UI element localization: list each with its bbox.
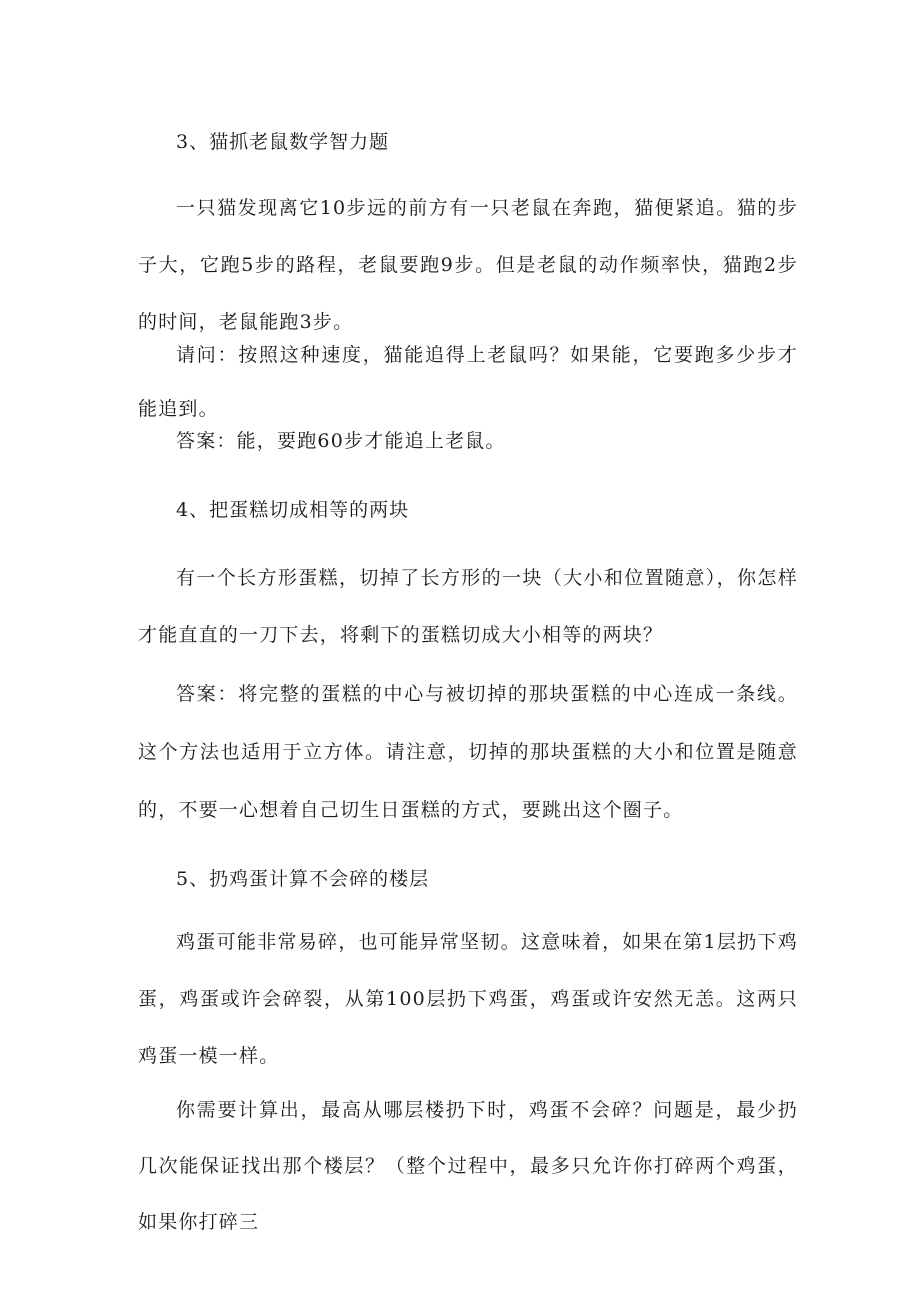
- paragraph-cake-answer: 答案：将完整的蛋糕的中心与被切掉的那块蛋糕的中心连成一条线。这个方法也适用于立方体。请注意，切掉的那块蛋糕的大小和位置是随意的，不要一心想着自己切生日蛋糕的方式，要跳出这个圈子。: [138, 683, 798, 821]
- heading-cake-cutting-puzzle: 4、把蛋糕切成相等的两块: [176, 499, 410, 521]
- paragraph-cake-problem: 有一个长方形蛋糕，切掉了长方形的一块（大小和位置随意），你怎样才能直直的一刀下去，将剩下的蛋糕切成大小相等的两块？: [138, 567, 798, 646]
- heading-egg-drop-puzzle: 5、扔鸡蛋计算不会碎的楼层: [176, 868, 430, 890]
- paragraph-cat-mouse-problem: 一只猫发现离它10步远的前方有一只老鼠在奔跑，猫便紧追。猫的步子大，它跑5步的路程，老鼠要跑9步。但是老鼠的动作频率快，猫跑2步的时间，老鼠能跑3步。: [138, 197, 798, 333]
- paragraph-egg-question: 你需要计算出，最高从哪层楼扔下时，鸡蛋不会碎？问题是，最少扔几次能保证找出那个楼层？（整个过程中，最多只允许你打碎两个鸡蛋，如果你打碎三: [138, 1099, 798, 1233]
- heading-cat-mouse-puzzle: 3、猫抓老鼠数学智力题: [176, 131, 390, 153]
- paragraph-egg-description: 鸡蛋可能非常易碎，也可能异常坚韧。这意味着，如果在第1层扔下鸡蛋，鸡蛋或许会碎裂，从第100层扔下鸡蛋，鸡蛋或许安然无恙。这两只鸡蛋一模一样。: [138, 931, 798, 1067]
- paragraph-cat-mouse-question: 请问：按照这种速度，猫能追得上老鼠吗？如果能，它要跑多少步才能追到。: [138, 344, 798, 420]
- paragraph-cat-mouse-answer: 答案：能，要跑60步才能追上老鼠。: [176, 430, 506, 452]
